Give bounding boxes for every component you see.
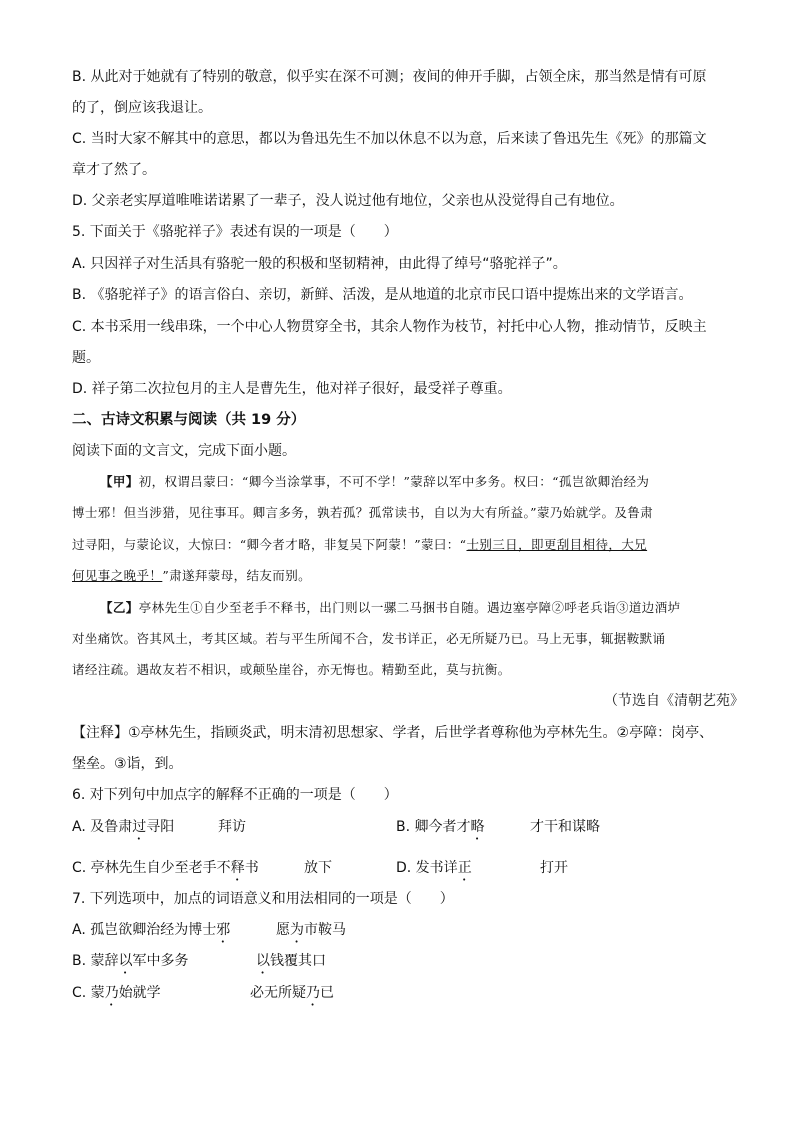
q6-a-post: 寻阳 [146, 819, 175, 835]
q6-c-pre: C. 亭林先生自少至老手不 [72, 860, 231, 876]
q6-option-a [72, 818, 174, 843]
q7-c-pre: C. 蒙 [72, 985, 105, 1001]
passage-jia-line3 [72, 536, 647, 554]
q7-b-pre: B. 蒙辞 [72, 953, 119, 969]
q6-a-gloss: 拜访 [218, 819, 246, 835]
q5-option-c-line1: C. 本书采用一线串珠，一个中心人物贯穿全书，其余人物作为枝节，衬托中心人物，推动情节，反映主 [72, 319, 707, 335]
q4-option-b-line1: B. 从此对于她就有了特别的敬意，似乎实在深不可测；夜间的伸开手脚，占领全床，那当然是情有可原 [72, 69, 707, 85]
q7-a-cmp-dotted: 为 [290, 922, 304, 938]
q4-option-c-line2: 章才了然了。 [72, 162, 156, 178]
q5-option-d: D. 祥子第二次拉包月的主人是曹先生，他对祥子很好，最受祥子尊重。 [72, 381, 512, 397]
q6-d-dotted: 正 [457, 860, 472, 876]
passage-jia-text1: 初，权谓吕蒙曰：“卿今当涂掌事，不可不学！”蒙辞以军中多务。权曰：“孤岂欲卿治经为 [138, 474, 650, 489]
q7-a-pre: A. 孤岂欲卿治经为博士 [72, 922, 217, 938]
q6-c-dotted: 释 [230, 860, 245, 876]
q7-b-cmp-post: 钱覆其口 [270, 953, 326, 969]
passage-jia-tag: 【甲】 [100, 474, 139, 489]
notes-line1: 【注释】①亭林先生，指顾炎武，明末清初思想家、学者，后世学者尊称他为亭林先生。②亭障：岗亭、 [72, 725, 714, 741]
notes-line2: 堡垒。③诣，到。 [72, 756, 183, 772]
q5-stem: 5. 下面关于《骆驼祥子》表述有误的一项是（ ） [72, 224, 398, 240]
q4-option-d: D. 父亲老实厚道唯唯诺诺累了一辈子，没人说过他有地位，父亲也从没觉得自己有地位。 [72, 193, 624, 209]
q5-option-a: A. 只因祥子对生活具有骆驼一般的积极和坚韧精神，由此得了绰号“骆驼祥子”。 [72, 256, 567, 272]
q7-stem: 7. 下列选项中，加点的词语意义和用法相同的一项是（ ） [72, 891, 454, 907]
underlined-sentence-part2: 何见事之晚乎！ [72, 568, 163, 583]
q6-c-gloss: 放下 [304, 860, 332, 876]
passage-yi-line2: 对坐痛饮。咨其风土，考其区域。若与平生所闻不合，发书详正，必无所疑乃已。马上无事，辄据鞍默诵 [72, 631, 666, 646]
q7-option-a [72, 921, 230, 946]
passage-jia-line1 [100, 473, 649, 491]
q7-b-compare [256, 952, 326, 977]
q6-b-gloss: 才干和谋略 [530, 819, 600, 835]
passage-jia-text3: 过寻阳，与蒙论议，大惊曰：“卿今者才略，非复吴下阿蒙！”蒙曰：“ [72, 537, 467, 552]
q5-option-b: B. 《骆驼祥子》的语言俗白、亲切，新鲜、活泼，是从地道的北京市民口语中提炼出来的文学语言。 [72, 287, 693, 303]
q6-b-dotted: 略 [470, 819, 485, 835]
q7-a-compare [276, 921, 346, 946]
underlined-sentence-part1: 士别三日，即更刮目相待，大兄 [466, 537, 648, 552]
q7-c-post: 始就学 [118, 985, 161, 1001]
q7-c-cmp-post: 已 [320, 985, 334, 1001]
q6-option-c [72, 859, 259, 884]
q6-option-d [396, 859, 472, 884]
q6-a-dotted: 过 [132, 819, 147, 835]
q7-a-dotted: 邪 [216, 922, 231, 938]
passage-yi-line3: 诸经注疏。遇故友若不相识，或颠坠崖谷，亦无悔也。精勤至此，莫与抗衡。 [72, 662, 511, 677]
passage-yi-text1: 亭林先生①自少至老手不释书，出门则以一骡二马捆书自随。遇边塞亭障②呼老兵诣③道边酒垆 [138, 600, 681, 615]
q7-b-cmp-dotted: 以 [256, 953, 270, 969]
section-title: 二、古诗文积累与阅读（共 19 分） [72, 412, 306, 428]
q7-a-cmp-pre: 愿 [276, 922, 290, 938]
q6-c-post: 书 [244, 860, 259, 876]
q4-option-b-line2: 的了，倒应该我退让。 [72, 100, 212, 116]
q6-d-gloss: 打开 [540, 860, 568, 876]
passage-yi-tag: 【乙】 [100, 600, 139, 615]
section-instruction: 阅读下面的文言文，完成下面小题。 [72, 443, 296, 459]
q6-d-pre: D. 发书详 [396, 860, 458, 876]
q7-c-cmp-dotted: 乃 [306, 985, 320, 1001]
q6-b-pre: B. 卿今者才 [396, 819, 471, 835]
passage-yi-line1 [100, 599, 681, 617]
q7-c-dotted: 乃 [104, 985, 119, 1001]
passage-jia-line2: 博士邪！但当涉猎，见往事耳。卿言多务，孰若孤？孤常读书，自以为大有所益。”蒙乃始就学。及鲁肃 [72, 505, 654, 520]
q7-c-cmp-pre: 必无所疑 [250, 985, 306, 1001]
q7-c-compare [250, 984, 334, 1009]
q4-option-c-line1: C. 当时大家不解其中的意思，都以为鲁迅先生不加以休息不以为意，后来读了鲁迅先生《死》的那篇文 [72, 131, 707, 147]
q7-b-post: 军中多务 [132, 953, 189, 969]
q6-stem: 6. 对下列句中加点字的解释不正确的一项是（ ） [72, 787, 398, 803]
passage-jia-text4: ”肃遂拜蒙母，结友而别。 [162, 568, 312, 583]
passage-source: （节选自《清朝艺苑》 [604, 693, 744, 709]
q6-option-b [396, 818, 485, 843]
passage-jia-line4 [72, 567, 311, 585]
q7-option-c [72, 984, 161, 1009]
q7-b-dotted: 以 [118, 953, 133, 969]
q7-option-b [72, 952, 189, 977]
q7-a-cmp-post: 市鞍马 [304, 922, 346, 938]
q6-a-pre: A. 及鲁肃 [72, 819, 133, 835]
q5-option-c-line2: 题。 [72, 350, 100, 366]
